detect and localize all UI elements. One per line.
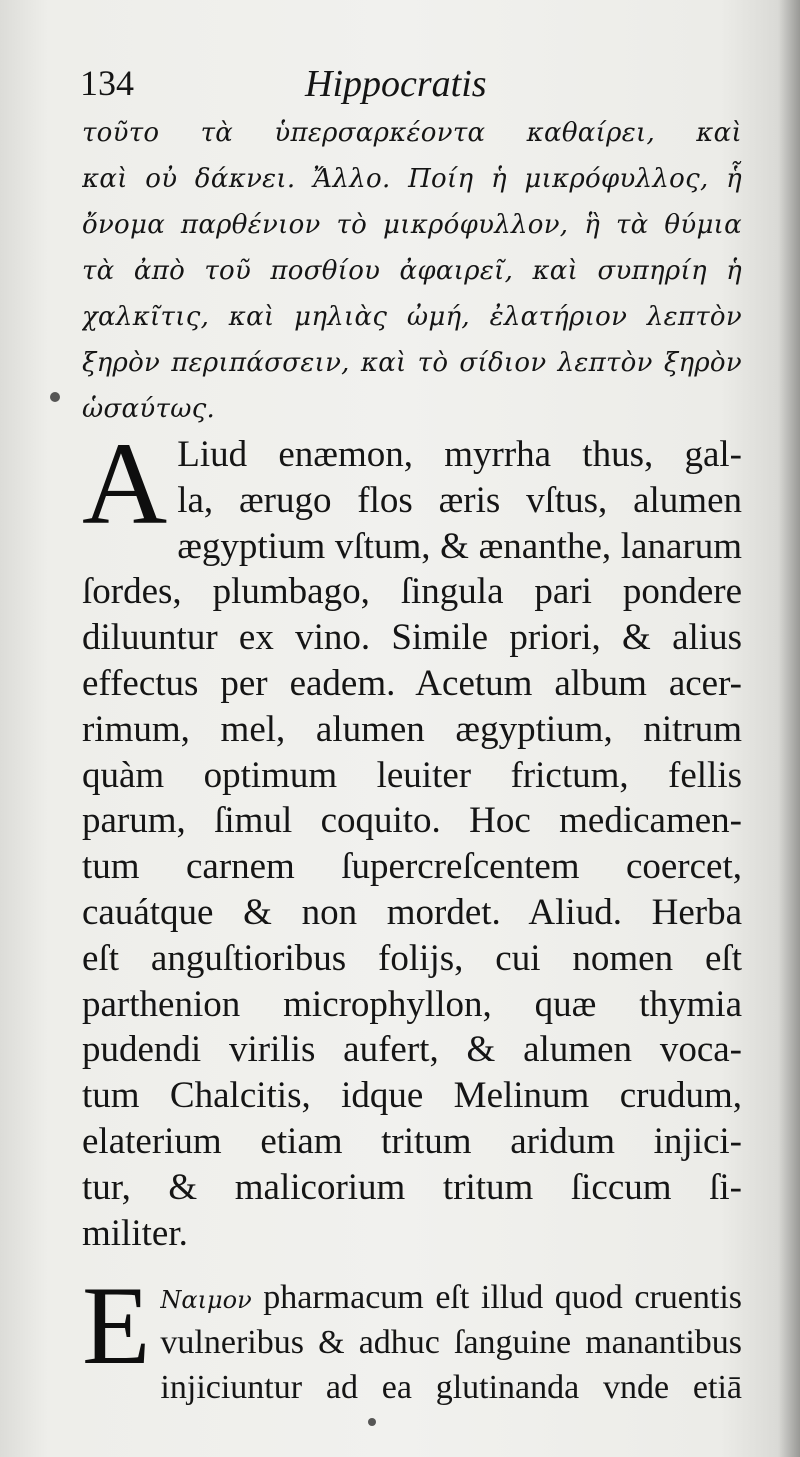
drop-cap: A	[82, 418, 168, 549]
latin-line: cauátque & non mordet. Aliud. Herba	[82, 891, 742, 933]
second-passage-line	[160, 1365, 742, 1410]
greek-line: ὄνομα παρθένιον τὸ μικρόφυλλον, ἣ τὰ θύμια	[82, 210, 742, 240]
second-passage-line	[160, 1275, 742, 1320]
greek-line: τὰ ἀπὸ τοῦ ποσθίου ἀφαιρεῖ, καὶ συπηρίη ἡ	[82, 256, 742, 286]
running-title: Hippocratis	[305, 63, 487, 105]
latin-line: Liud enæmon, myrrha thus, gal-	[177, 434, 742, 475]
line-text: injiciuntur ad ea glutinanda vnde etiā	[160, 1369, 742, 1406]
greek-line: χαλκῖτις, καὶ μηλιὰς ὠμή, ἐλατήριον λεπτὸν	[82, 302, 742, 332]
second-passage-line: vulneribus & adhuc ſanguine manantibus	[160, 1324, 742, 1361]
page-gutter-shadow	[778, 0, 800, 1457]
latin-line: militer.	[82, 1212, 188, 1254]
latin-line: tum carnem ſupercreſcentem coercet,	[82, 846, 742, 888]
greek-line: ὡσαύτως.	[82, 394, 216, 424]
latin-line: eſt anguſtioribus folijs, cui nomen eſt	[82, 937, 742, 979]
ink-blot	[368, 1418, 376, 1426]
second-passage	[82, 1264, 742, 1410]
latin-line: tur, & malicorium tritum ſiccum ſi-	[82, 1166, 742, 1208]
latin-line: la, ærugo flos æris vſtus, alumen	[177, 479, 742, 521]
latin-line: parthenion microphyllon, quæ thymia	[82, 983, 742, 1025]
greek-passage	[82, 110, 742, 432]
line-text: pharmacum eſt illud quod cruentis	[263, 1279, 742, 1316]
page-number: 134	[80, 63, 134, 103]
latin-line: parum, ſimul coquito. Hoc medicamen-	[82, 800, 742, 842]
latin-line: elaterium etiam tritum aridum injici-	[82, 1120, 742, 1162]
greek-line: καὶ οὐ δάκνει. Ἄλλο. Ποίη ἡ μικρόφυλλος, ἧ	[82, 164, 742, 194]
page-header	[80, 62, 720, 112]
latin-line: diluuntur ex vino. Simile priori, & alius	[82, 617, 742, 659]
drop-cap: E	[82, 1264, 151, 1388]
latin-passage	[82, 418, 742, 1256]
latin-line: effectus per eadem. Acetum album acer-	[82, 662, 742, 704]
latin-line: quàm optimum leuiter frictum, fellis	[82, 754, 742, 796]
latin-line: tum Chalcitis, idque Melinum crudum,	[82, 1075, 742, 1117]
greek-line: ξηρὸν περιπάσσειν, καὶ τὸ σίδιον λεπτὸν ξηρὸν	[82, 348, 742, 378]
ink-blot	[50, 392, 60, 402]
latin-line: pudendi virilis aufert, & alumen voca-	[82, 1029, 742, 1071]
greek-word: Ναιμον	[160, 1286, 252, 1314]
latin-line: rimum, mel, alumen ægyptium, nitrum	[82, 708, 742, 750]
latin-line: ægyptium vſtum, & ænanthe, lanarum	[177, 525, 742, 567]
latin-line: ſordes, plumbago, ſingula pari pondere	[82, 571, 742, 613]
greek-line: τοῦτο τὰ ὑπερσαρκέοντα καθαίρει, καὶ	[82, 118, 742, 148]
